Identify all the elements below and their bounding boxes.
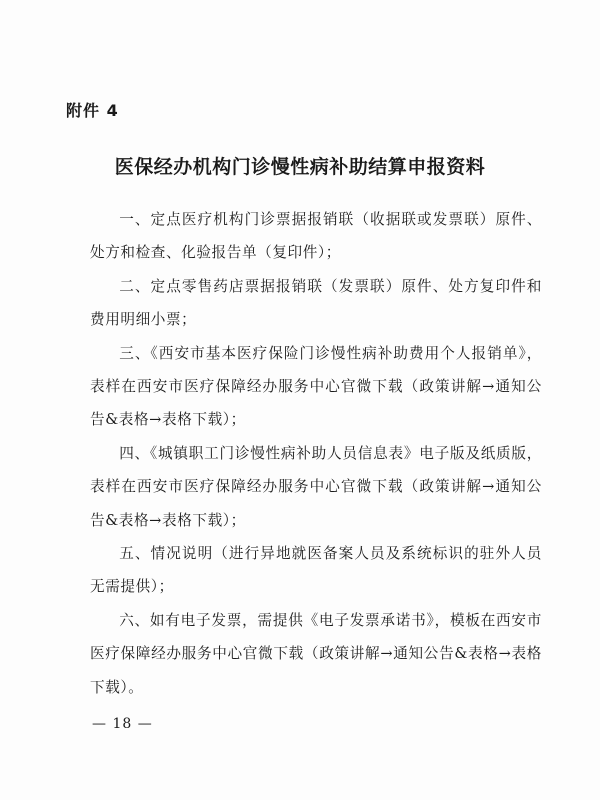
attachment-label: 附件 4 bbox=[66, 101, 119, 120]
list-item: 二、定点零售药店票据报销联（发票联）原件、处方复印件和费用明细小票； bbox=[90, 277, 542, 329]
list-item: 四、《城镇职工门诊慢性病补助人员信息表》电子版及纸质版，表样在西安市医疗保障经办服务中心官微下载（政策讲解→通知公告&表格→表格下载）； bbox=[90, 444, 542, 529]
list-item: 五、情况说明（进行异地就医备案人员及系统标识的驻外人员无需提供）； bbox=[90, 545, 542, 596]
page-number: — 18 — bbox=[92, 716, 153, 732]
list-item: 一、定点医疗机构门诊票据报销联（收据联或发票联）原件、处方和检查、化验报告单（复印件）； bbox=[90, 211, 542, 262]
document-title: 医保经办机构门诊慢性病补助结算申报资料 bbox=[114, 156, 486, 178]
document-body bbox=[90, 203, 542, 704]
list-item: 六、如有电子发票，需提供《电子发票承诺书》，模板在西安市医疗保障经办服务中心官微下载（政策讲解→通知公告&表格→表格下载）。 bbox=[90, 611, 542, 696]
list-item: 三、《西安市基本医疗保险门诊慢性病补助费用个人报销单》，表样在西安市医疗保障经办服务中心官微下载（政策讲解→通知公告&表格→表格下载）； bbox=[90, 344, 542, 429]
